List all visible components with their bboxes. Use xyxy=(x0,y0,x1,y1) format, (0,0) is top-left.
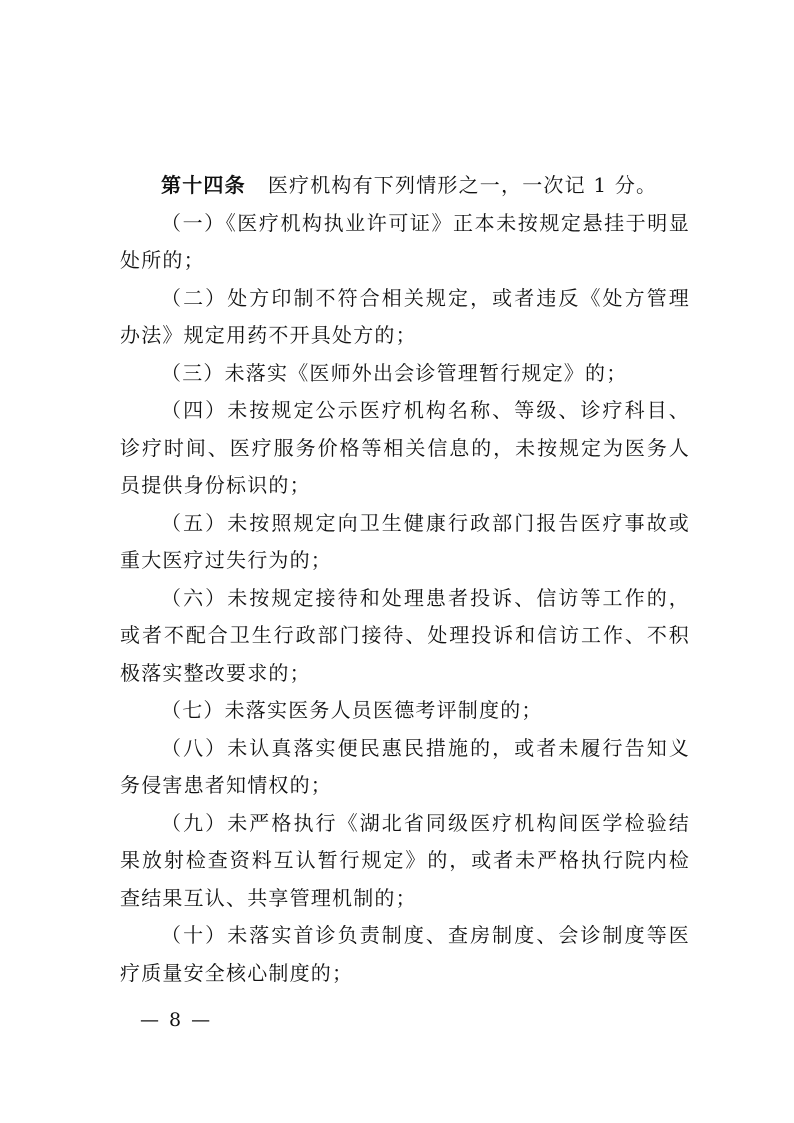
list-item: （八）未认真落实便民惠民措施的，或者未履行告知义务侵害患者知情权的； xyxy=(120,735,690,797)
list-item: （四）未按规定公示医疗机构名称、等级、诊疗科目、诊疗时间、医疗服务价格等相关信息的，未按规定为医务人员提供身份标识的； xyxy=(120,398,690,497)
article-paragraph xyxy=(120,167,690,205)
list-item: （十）未落实首诊负责制度、查房制度、会诊制度等医疗质量安全核心制度的； xyxy=(120,923,690,985)
list-item: （六）未按规定接待和处理患者投诉、信访等工作的，或者不配合卫生行政部门接待、处理投诉和信访工作、不积极落实整改要求的； xyxy=(120,585,690,685)
list-item: （五）未按照规定向卫生健康行政部门报告医疗事故或重大医疗过失行为的； xyxy=(120,510,690,572)
article-heading: 第十四条 xyxy=(161,173,246,197)
list-item: （二）处方印制不符合相关规定，或者违反《处方管理办法》规定用药不开具处方的； xyxy=(120,285,690,347)
list-item: （九）未严格执行《湖北省同级医疗机构间医学检验结果放射检查资料互认暂行规定》的，或者未严格执行院内检查结果互认、共享管理机制的； xyxy=(120,810,690,910)
article-intro: 医疗机构有下列情形之一，一次记 1 分。 xyxy=(267,173,658,197)
list-item: （七）未落实医务人员医德考评制度的； xyxy=(161,698,543,722)
document-body xyxy=(120,167,690,992)
list-item: （三）未落实《医师外出会诊管理暂行规定》的； xyxy=(161,360,628,385)
page-number: — 8 — xyxy=(140,1009,213,1031)
list-item: （一）《医疗机构执业许可证》正本未按规定悬挂于明显处所的； xyxy=(120,210,690,272)
